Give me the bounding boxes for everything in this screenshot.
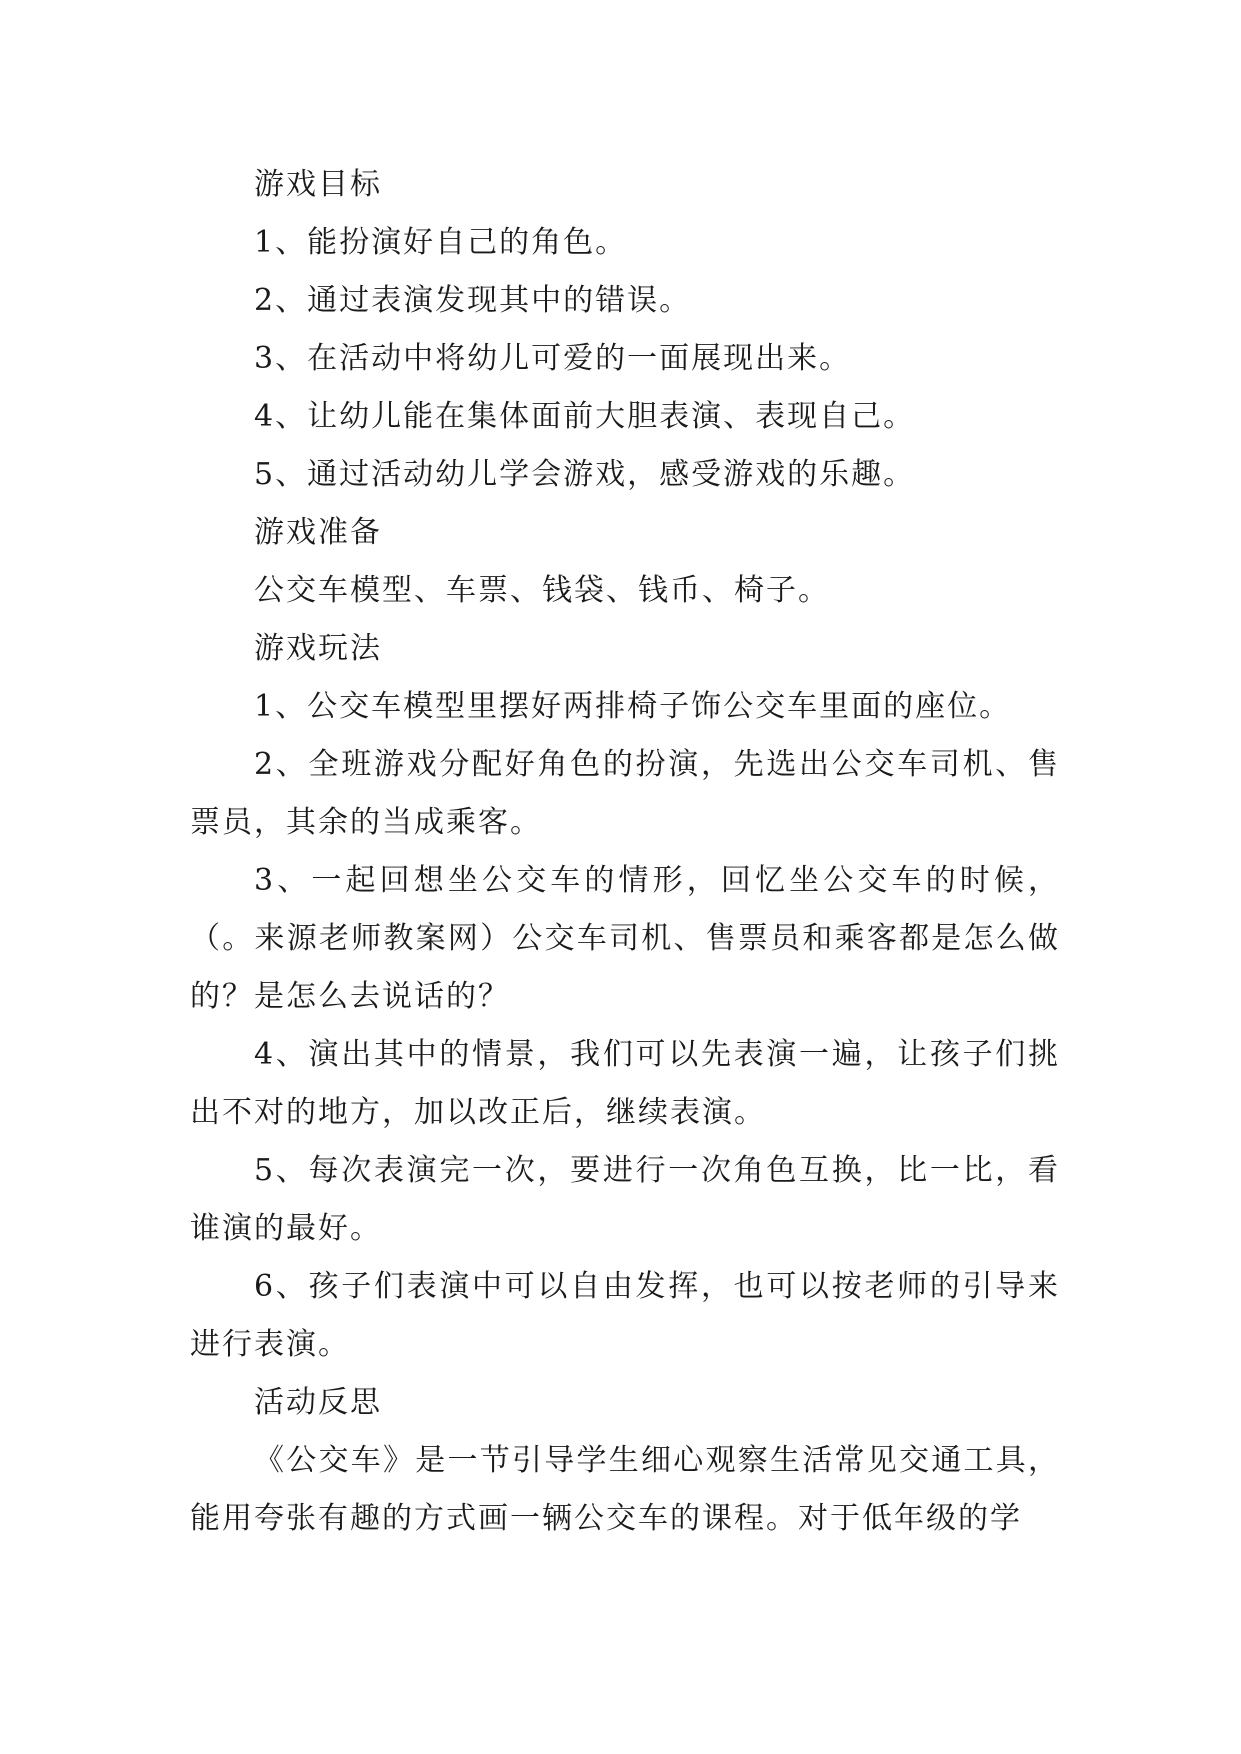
play-step-6: 6、孩子们表演中可以自由发挥，也可以按老师的引导来进行表演。 — [190, 1269, 1060, 1362]
play-step-2: 2、全班游戏分配好角色的扮演，先选出公交车司机、售票员，其余的当成乘客。 — [190, 747, 1060, 840]
play-step-4: 4、演出其中的情景，我们可以先表演一遍，让孩子们挑出不对的地方，加以改正后，继续表演。 — [190, 1037, 1060, 1130]
heading-reflection: 活动反思 — [254, 1385, 382, 1420]
play-step-5: 5、每次表演完一次，要进行一次角色互换，比一比，看谁演的最好。 — [190, 1153, 1060, 1246]
document-body — [190, 156, 1060, 1548]
play-step-3: 3、一起回想坐公交车的情形，回忆坐公交车的时候，（。来源老师教案网）公交车司机、售票员和乘客都是怎么做的？是怎么去说话的？ — [190, 863, 1060, 1014]
goal-item-5: 5、通过活动幼儿学会游戏，感受游戏的乐趣。 — [254, 457, 916, 492]
goal-item-2: 2、通过表演发现其中的错误。 — [254, 283, 692, 318]
goal-item-1: 1、能扮演好自己的角色。 — [254, 225, 628, 260]
heading-game-goals: 游戏目标 — [254, 167, 382, 202]
goal-item-3: 3、在活动中将幼儿可爱的一面展现出来。 — [254, 341, 852, 376]
reflection-text: 《公交车》是一节引导学生细心观察生活常见交通工具，能用夸张有趣的方式画一辆公交车的课程。对于低年级的学 — [190, 1443, 1060, 1536]
heading-game-preparation: 游戏准备 — [254, 515, 382, 550]
preparation-text: 公交车模型、车票、钱袋、钱币、椅子。 — [254, 573, 830, 608]
play-step-1: 1、公交车模型里摆好两排椅子饰公交车里面的座位。 — [254, 689, 1012, 724]
heading-game-play: 游戏玩法 — [254, 631, 382, 666]
goal-item-4: 4、让幼儿能在集体面前大胆表演、表现自己。 — [254, 399, 916, 434]
